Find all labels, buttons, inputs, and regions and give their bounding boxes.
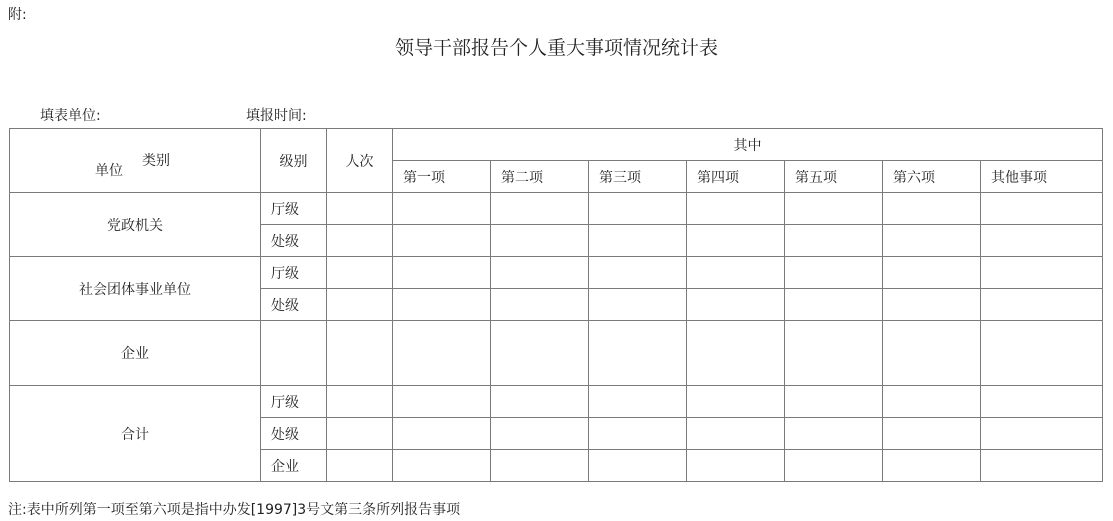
data-cell <box>981 289 1103 321</box>
data-cell <box>589 193 687 225</box>
corner-header-cell <box>10 129 261 193</box>
group-name-cell: 社会团体事业单位 <box>10 257 261 321</box>
item-header: 第六项 <box>883 161 981 193</box>
header-row-1 <box>10 129 1103 161</box>
fill-time-label: 填报时间: <box>246 108 307 124</box>
data-cell <box>393 289 491 321</box>
page-title: 领导干部报告个人重大事项情况统计表 <box>394 37 718 59</box>
data-cell <box>589 225 687 257</box>
data-cell <box>687 386 785 418</box>
data-cell <box>589 418 687 450</box>
data-cell <box>491 289 589 321</box>
count-cell <box>327 257 393 289</box>
count-cell <box>327 289 393 321</box>
data-cell <box>785 321 883 386</box>
data-cell <box>393 225 491 257</box>
data-cell <box>687 225 785 257</box>
data-cell <box>785 289 883 321</box>
count-header: 人次 <box>327 129 393 193</box>
data-cell <box>393 386 491 418</box>
data-cell <box>491 386 589 418</box>
level-cell: 处级 <box>261 289 327 321</box>
data-cell <box>785 450 883 482</box>
data-cell <box>883 257 981 289</box>
data-cell <box>883 193 981 225</box>
data-cell <box>981 418 1103 450</box>
data-cell <box>687 193 785 225</box>
data-cell <box>883 450 981 482</box>
footnote: 注:表中所列第一项至第六项是指中办发[1997]3号文第三条所列报告事项 <box>8 502 461 518</box>
data-cell <box>393 321 491 386</box>
data-cell <box>785 193 883 225</box>
level-cell <box>261 321 327 386</box>
item-header: 第五项 <box>785 161 883 193</box>
data-cell <box>491 321 589 386</box>
data-cell <box>981 225 1103 257</box>
data-cell <box>589 321 687 386</box>
data-cell <box>785 257 883 289</box>
data-cell <box>589 450 687 482</box>
count-cell <box>327 418 393 450</box>
data-cell <box>491 193 589 225</box>
table-row <box>10 386 1103 418</box>
data-cell <box>883 418 981 450</box>
data-cell <box>687 450 785 482</box>
data-cell <box>883 386 981 418</box>
data-cell <box>393 257 491 289</box>
group-name-cell: 合计 <box>10 386 261 482</box>
count-cell <box>327 321 393 386</box>
data-cell <box>785 225 883 257</box>
level-cell: 厅级 <box>261 386 327 418</box>
count-cell <box>327 386 393 418</box>
level-cell: 处级 <box>261 418 327 450</box>
data-cell <box>491 257 589 289</box>
unit-label: 单位 <box>95 163 123 179</box>
fill-unit-label: 填表单位: <box>40 108 101 124</box>
level-header: 级别 <box>261 129 327 193</box>
data-cell <box>687 289 785 321</box>
data-cell <box>785 386 883 418</box>
item-header: 其他事项 <box>981 161 1103 193</box>
data-cell <box>981 386 1103 418</box>
data-cell <box>393 450 491 482</box>
level-cell: 厅级 <box>261 193 327 225</box>
data-cell <box>785 418 883 450</box>
statistics-table <box>9 128 1103 482</box>
among-header: 其中 <box>393 129 1103 161</box>
count-cell <box>327 225 393 257</box>
data-cell <box>687 321 785 386</box>
level-cell: 企业 <box>261 450 327 482</box>
data-cell <box>589 386 687 418</box>
data-cell <box>883 225 981 257</box>
data-cell <box>491 450 589 482</box>
data-cell <box>687 257 785 289</box>
data-cell <box>687 418 785 450</box>
group-name-cell: 党政机关 <box>10 193 261 257</box>
level-cell: 厅级 <box>261 257 327 289</box>
item-header: 第四项 <box>687 161 785 193</box>
data-cell <box>393 193 491 225</box>
table-row <box>10 193 1103 225</box>
data-cell <box>491 418 589 450</box>
data-cell <box>491 225 589 257</box>
group-name-cell: 企业 <box>10 321 261 386</box>
data-cell <box>589 289 687 321</box>
data-cell <box>981 257 1103 289</box>
table-row <box>10 321 1103 386</box>
data-cell <box>981 450 1103 482</box>
attachment-label: 附: <box>8 7 27 23</box>
data-cell <box>883 321 981 386</box>
data-cell <box>589 257 687 289</box>
item-header: 第三项 <box>589 161 687 193</box>
table-row <box>10 257 1103 289</box>
data-cell <box>883 289 981 321</box>
data-cell <box>981 321 1103 386</box>
count-cell <box>327 450 393 482</box>
item-header: 第二项 <box>491 161 589 193</box>
data-cell <box>981 193 1103 225</box>
level-cell: 处级 <box>261 225 327 257</box>
category-label: 类别 <box>142 153 170 169</box>
item-header: 第一项 <box>393 161 491 193</box>
count-cell <box>327 193 393 225</box>
data-cell <box>393 418 491 450</box>
